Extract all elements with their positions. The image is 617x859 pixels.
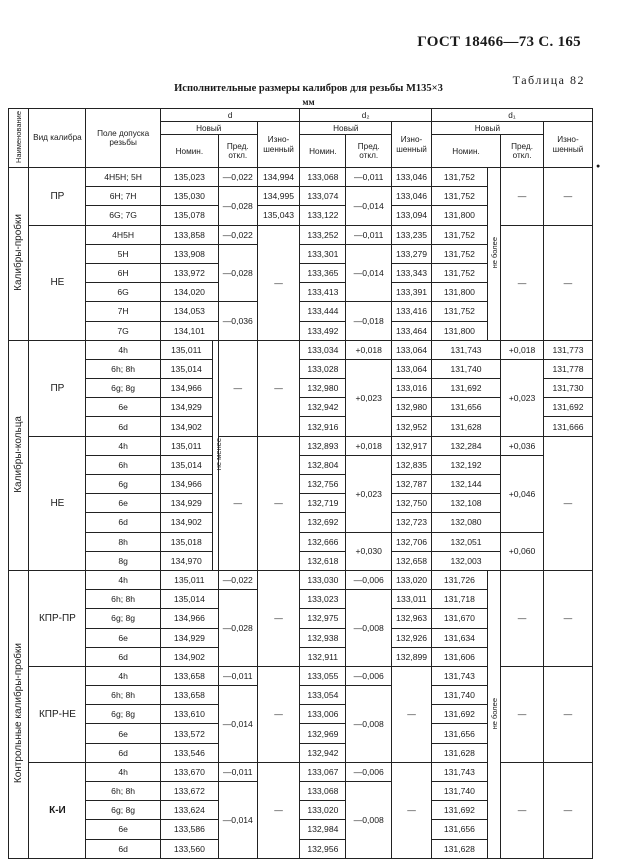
cell-value: 133,122 [300,206,346,225]
cell-value: —0,006 [346,666,392,685]
cell-value: 133,572 [160,724,218,743]
cell-pole: 6h; 8h [86,359,160,378]
header-d2-nom: Номин. [300,135,346,168]
cell-value: 132,144 [431,475,500,494]
cell-value: 131,692 [431,379,500,398]
type-name: КПР-ПР [29,570,86,666]
header-d2-pred: Пред. откл. [346,135,392,168]
cell-value: 133,030 [300,570,346,589]
cell-value: 133,343 [392,263,432,282]
cell-value: 135,023 [160,168,218,187]
cell-value: 134,020 [160,283,218,302]
type-name: НЕ [29,225,86,340]
cell-pole: 6d [86,417,160,436]
cell-value: 133,279 [392,244,432,263]
cell-value: 131,752 [431,225,487,244]
cell-value: 131,743 [431,340,500,359]
cell-value: 131,670 [431,609,487,628]
cell-pole: 6g; 8g [86,609,160,628]
cell-value: 133,054 [300,686,346,705]
cell-value: 132,963 [392,609,432,628]
cell-value: 133,046 [392,168,432,187]
cell-value: 133,391 [392,283,432,302]
cell-value: 134,966 [160,475,212,494]
cell-pole: 4h [86,570,160,589]
cell-value: 134,902 [160,417,212,436]
cell-value: 133,011 [392,590,432,609]
cell-value: 131,800 [431,321,487,340]
cell-value: 132,942 [300,743,346,762]
cell-value: 132,051 [431,532,500,551]
cell-value: 132,284 [431,436,500,455]
cell-pole: 8g [86,551,160,570]
cell-pole: 6e [86,628,160,647]
cell-value: +0,018 [501,340,544,359]
cell-value: 134,929 [160,628,218,647]
cell-value: 134,902 [160,647,218,666]
cell-value: —0,022 [218,225,257,244]
cell-value: — [543,436,592,570]
cell-value: 132,618 [300,551,346,570]
cell-pole: 7H [86,302,160,321]
cell-pole: 6e [86,398,160,417]
table-row [9,762,593,781]
cell-value: 135,011 [160,340,212,359]
table-row [9,532,593,551]
cell-value: 132,787 [392,475,432,494]
cell-value: 134,902 [160,513,212,532]
cell-value: 132,942 [300,398,346,417]
cell-value: 133,670 [160,762,218,781]
cell-value: — [392,666,432,762]
cell-pole: 4H5H; 5H [86,168,160,187]
cell-value: 131,752 [431,244,487,263]
cell-value: 132,926 [392,628,432,647]
cell-value: 133,055 [300,666,346,685]
cell-value: 133,586 [160,820,218,839]
cell-value: 132,956 [300,839,346,858]
cell-pole: 6e [86,820,160,839]
unit-label: мм [302,97,315,107]
cell-value: — [218,340,257,436]
cell-value: +0,036 [501,436,544,455]
cell-value: —0,008 [346,686,392,763]
table-row [9,168,593,187]
cell-value: +0,018 [346,436,392,455]
cell-value: 134,966 [160,379,212,398]
cell-value: —0,006 [346,570,392,589]
cell-value: 133,074 [300,187,346,206]
table-row [9,225,593,244]
group-kontr: Контрольные калибры-пробки [9,570,29,858]
cell-value: —0,028 [218,187,257,225]
cell-pole: 6G [86,283,160,302]
cell-value: 133,464 [392,321,432,340]
cell-value: 135,018 [160,532,212,551]
cell-value: 135,011 [160,436,212,455]
cell-value: 132,750 [392,494,432,513]
cell-value: 133,046 [392,187,432,206]
cell-value: 131,656 [431,820,487,839]
cell-value: 133,094 [392,206,432,225]
table-row [9,666,593,685]
cell-value: — [501,570,544,666]
cell-value: — [257,436,300,570]
cell-value: 131,800 [431,283,487,302]
cell-value: 134,966 [160,609,218,628]
cell-pole: 6h; 8h [86,782,160,801]
cell-value: 134,053 [160,302,218,321]
cell-value: 132,980 [300,379,346,398]
cell-value: — [501,666,544,762]
cell-value: 132,984 [300,820,346,839]
cell-value: 131,666 [543,417,592,436]
cell-value: 133,235 [392,225,432,244]
header-d: d [160,109,300,122]
cell-value: 133,672 [160,782,218,801]
cell-value: 132,969 [300,724,346,743]
cell-value: 132,666 [300,532,346,551]
table-row [9,436,593,455]
cell-value: 133,016 [392,379,432,398]
header-d1-nom: Номин. [431,135,500,168]
cell-value: —0,022 [218,570,257,589]
cell-pole: 6d [86,513,160,532]
cell-value: —0,008 [346,590,392,667]
cell-value: 132,080 [431,513,500,532]
cell-value: 132,003 [431,551,500,570]
table-row [9,359,593,378]
cell-value: 131,752 [431,168,487,187]
cell-value: —0,014 [346,244,392,302]
table-label: Таблица 82 [512,73,585,87]
cell-value: — [543,762,592,858]
note-ne-menee: не менее [212,340,218,570]
cell-value: —0,036 [218,302,257,340]
cell-value: 133,658 [160,666,218,685]
cell-value: 132,952 [392,417,432,436]
cell-pole: 6G; 7G [86,206,160,225]
cell-value: 132,706 [392,532,432,551]
cell-value: —0,028 [218,244,257,302]
cell-value: — [501,168,544,226]
cell-pole: 4h [86,762,160,781]
cell-value: 133,492 [300,321,346,340]
cell-pole: 4h [86,340,160,359]
cell-value: 135,014 [160,359,212,378]
cell-value: 131,656 [431,398,500,417]
cell-value: — [218,436,257,570]
header-d1-izn: Изно-шенный [543,122,592,168]
header-d-pred: Пред. откл. [218,135,257,168]
type-name: К-И [29,762,86,858]
cell-value: 135,014 [160,590,218,609]
header-d1-pred: Пред. откл. [501,135,544,168]
cell-pole: 6H; 7H [86,187,160,206]
group-kolca: Калибры-кольца [9,340,29,570]
cell-value: 132,723 [392,513,432,532]
cell-value: — [392,762,432,858]
cell-value: 131,692 [431,705,487,724]
cell-value: 132,719 [300,494,346,513]
cell-value: 133,068 [300,168,346,187]
cell-pole: 4H5H [86,225,160,244]
header-d1: d₁ [431,109,592,122]
header-d-nom: Номин. [160,135,218,168]
cell-pole: 6h; 8h [86,686,160,705]
cell-pole: 8h [86,532,160,551]
cell-value: — [257,225,300,340]
header-naim: Наименование [9,109,29,168]
cell-pole: 4h [86,666,160,685]
cell-value: —0,014 [218,782,257,859]
cell-value: 131,752 [431,187,487,206]
cell-pole: 6g [86,475,160,494]
cell-value: — [543,225,592,340]
cell-value: 133,020 [300,801,346,820]
cell-value: —0,008 [346,782,392,859]
cell-value: 131,800 [431,206,487,225]
cell-value: 133,023 [300,590,346,609]
cell-value: 131,628 [431,743,487,762]
header-d1-new: Новый [431,122,543,135]
cell-value: —0,011 [218,762,257,781]
cell-value: 131,740 [431,782,487,801]
cell-value: 131,740 [431,686,487,705]
cell-value: —0,011 [346,168,392,187]
cell-value: 133,416 [392,302,432,321]
cell-value: 133,028 [300,359,346,378]
cell-value: 132,916 [300,417,346,436]
cell-pole: 6g; 8g [86,705,160,724]
cell-value: 131,752 [431,302,487,321]
cell-value: 135,030 [160,187,218,206]
header-pole: Поле допуска резьбы [86,109,160,168]
cell-value: 133,064 [392,340,432,359]
cell-value: 132,917 [392,436,432,455]
cell-value: 131,726 [431,570,487,589]
cell-value: 134,929 [160,494,212,513]
cell-value: 133,624 [160,801,218,820]
cell-value: 131,743 [431,762,487,781]
cell-value: 131,740 [431,359,500,378]
cell-value: 131,773 [543,340,592,359]
header-d-izn: Изно-шенный [257,122,300,168]
cell-value: 131,656 [431,724,487,743]
cell-value: 131,743 [431,666,487,685]
table-row [9,340,593,359]
cell-value: 133,610 [160,705,218,724]
cell-value: 131,634 [431,628,487,647]
cell-value: 133,301 [300,244,346,263]
cell-value: 131,752 [431,263,487,282]
cell-value: 134,995 [257,187,300,206]
note-ne-bolee: не более [487,168,500,341]
cell-value: +0,023 [346,359,392,436]
cell-value: — [257,340,300,436]
cell-value: 133,658 [160,686,218,705]
cell-value: 134,101 [160,321,218,340]
group-probki: Калибры-пробки [9,168,29,341]
cell-value: +0,046 [501,455,544,532]
cell-value: 134,994 [257,168,300,187]
cell-value: +0,030 [346,532,392,570]
cell-value: — [257,570,300,666]
type-name: ПР [29,168,86,226]
cell-pole: 4h [86,436,160,455]
cell-value: —0,011 [346,225,392,244]
header-d2: d₂ [300,109,431,122]
cell-value: 133,252 [300,225,346,244]
cell-value: —0,011 [218,666,257,685]
cell-value: 133,908 [160,244,218,263]
cell-value: 135,078 [160,206,218,225]
cell-pole: 6H [86,263,160,282]
cell-value: — [543,168,592,226]
cell-value: +0,018 [346,340,392,359]
cell-value: 133,858 [160,225,218,244]
cell-value: 132,108 [431,494,500,513]
cell-value: 135,011 [160,570,218,589]
table-row [9,570,593,589]
cell-value: 134,970 [160,551,212,570]
cell-value: +0,023 [501,359,544,436]
cell-value: 133,068 [300,782,346,801]
caliber-table [8,108,593,859]
cell-value: 131,628 [431,417,500,436]
cell-value: 132,911 [300,647,346,666]
cell-value: 132,192 [431,455,500,474]
cell-pole: 6h; 8h [86,590,160,609]
cell-value: —0,014 [346,187,392,225]
page-header: ГОСТ 18466—73 С. 165 [417,34,581,50]
cell-value: +0,023 [346,455,392,532]
cell-value: — [257,666,300,762]
type-name: ПР [29,340,86,436]
cell-value: — [501,762,544,858]
cell-value: —0,006 [346,762,392,781]
cell-value: 131,692 [431,801,487,820]
cell-value: 131,718 [431,590,487,609]
cell-pole: 6g; 8g [86,801,160,820]
cell-value: 131,606 [431,647,487,666]
cell-value: — [257,762,300,858]
cell-pole: 6e [86,494,160,513]
cell-value: 131,778 [543,359,592,378]
cell-pole: 6d [86,743,160,762]
cell-value: —0,028 [218,590,257,667]
bullet-mark: ● [596,162,601,170]
type-name: КПР-НЕ [29,666,86,762]
cell-pole: 5H [86,244,160,263]
cell-value: 133,006 [300,705,346,724]
cell-value: 132,692 [300,513,346,532]
cell-value: 133,034 [300,340,346,359]
cell-value: — [543,666,592,762]
cell-value: 131,628 [431,839,487,858]
cell-value: 135,043 [257,206,300,225]
header-d-new: Новый [160,122,257,135]
cell-value: 131,692 [543,398,592,417]
cell-pole: 6d [86,839,160,858]
cell-pole: 6e [86,724,160,743]
cell-value: 133,365 [300,263,346,282]
cell-value: 132,975 [300,609,346,628]
cell-value: 133,972 [160,263,218,282]
cell-value: — [543,570,592,666]
cell-value: 132,938 [300,628,346,647]
cell-value: 132,893 [300,436,346,455]
cell-value: 131,730 [543,379,592,398]
cell-value: 132,804 [300,455,346,474]
cell-value: 133,546 [160,743,218,762]
cell-value: 133,560 [160,839,218,858]
cell-value: —0,022 [218,168,257,187]
cell-value: 133,413 [300,283,346,302]
cell-pole: 6h [86,455,160,474]
cell-value: 132,835 [392,455,432,474]
cell-value: 135,014 [160,455,212,474]
cell-value: 132,756 [300,475,346,494]
cell-value: 132,658 [392,551,432,570]
header-vid: Вид калибра [29,109,86,168]
cell-pole: 6g; 8g [86,379,160,398]
cell-pole: 6d [86,647,160,666]
table-title: Исполнительные размеры калибров для резьбы М135×3 [174,83,443,94]
cell-pole: 7G [86,321,160,340]
cell-value: 133,064 [392,359,432,378]
note-ne-bolee: не более [487,570,500,858]
cell-value: —0,014 [218,686,257,763]
cell-value: 132,899 [392,647,432,666]
table-row [9,455,593,474]
cell-value: 133,020 [392,570,432,589]
cell-value: — [501,225,544,340]
cell-value: 133,067 [300,762,346,781]
cell-value: +0,060 [501,532,544,570]
cell-value: —0,018 [346,302,392,340]
cell-value: 133,444 [300,302,346,321]
cell-value: 132,980 [392,398,432,417]
header-d2-izn: Изно-шенный [392,122,432,168]
header-d2-new: Новый [300,122,392,135]
type-name: НЕ [29,436,86,570]
cell-value: 134,929 [160,398,212,417]
